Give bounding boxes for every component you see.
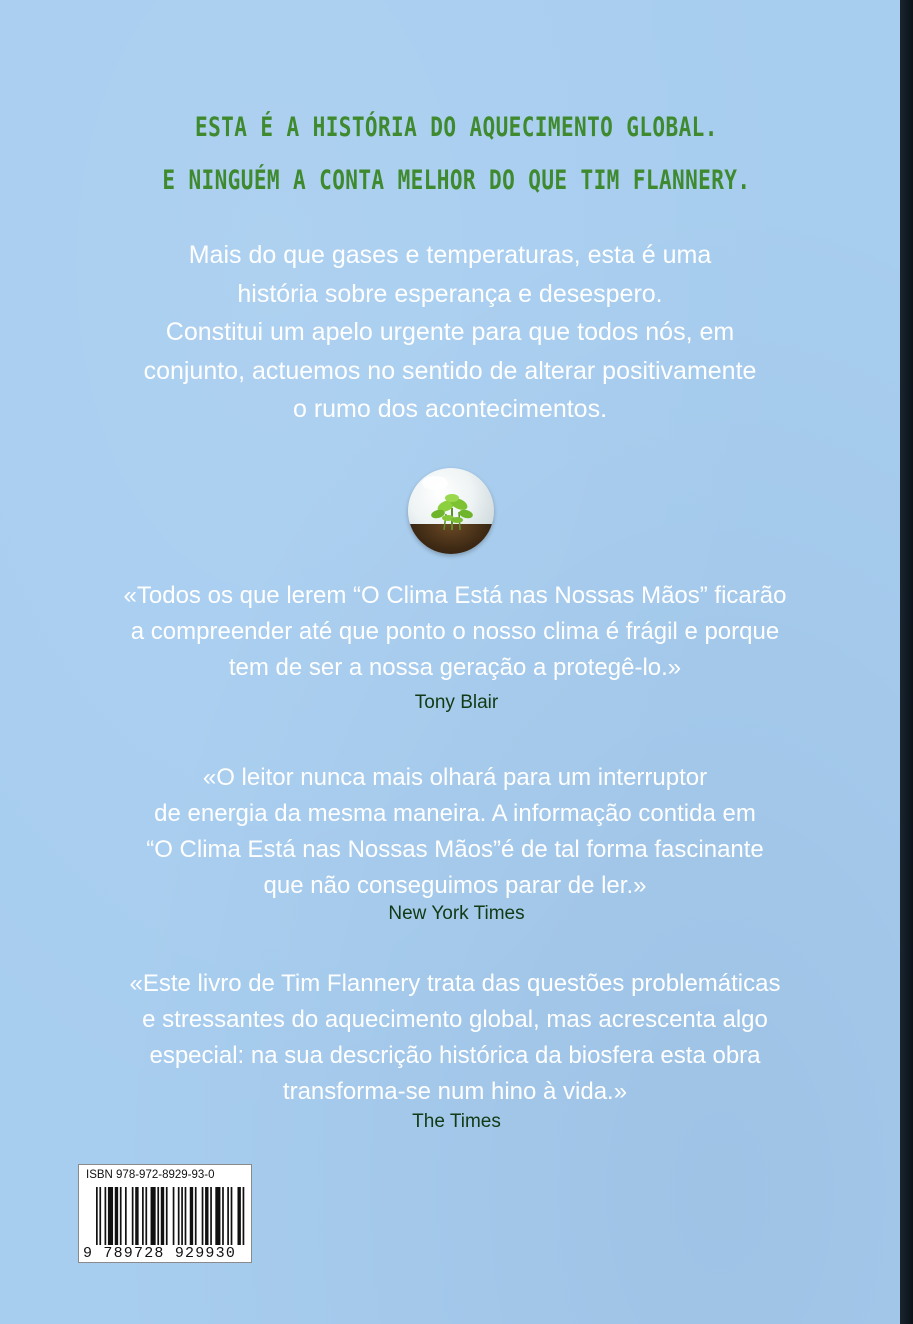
intro-line: conjunto, actuemos no sentido de alterar positivamente — [143, 356, 757, 385]
barcode-bar — [99, 1187, 101, 1245]
barcode-bars — [96, 1187, 246, 1245]
barcode-bar — [178, 1187, 180, 1245]
barcode-bar — [108, 1187, 113, 1245]
barcode-bar — [151, 1187, 156, 1245]
barcode-bar — [222, 1187, 224, 1245]
quote-line: especial: na sua descrição histórica da biosfera esta obra — [149, 1042, 761, 1069]
barcode-bar — [205, 1187, 208, 1245]
barcode-bar — [215, 1187, 220, 1245]
quote-line: e stressantes do aquecimento global, mas acrescenta algo — [142, 1006, 768, 1033]
intro-line: história sobre esperança e desespero. — [237, 279, 663, 308]
isbn-barcode — [78, 1164, 252, 1263]
barcode-bar — [195, 1187, 197, 1245]
barcode-bar — [96, 1187, 98, 1245]
isbn-label: ISBN 978-972-8929-93-0 — [86, 1169, 215, 1181]
barcode-bar — [132, 1187, 134, 1245]
intro-paragraph — [130, 236, 770, 429]
barcode-bar — [145, 1187, 147, 1245]
barcode-bar — [105, 1187, 107, 1245]
quote-the-times — [60, 966, 850, 1110]
barcode-bar — [231, 1187, 233, 1245]
quote-attribution: New York Times — [388, 903, 525, 924]
intro-line: o rumo dos acontecimentos. — [292, 395, 608, 423]
quote-new-york-times — [60, 760, 850, 904]
barcode-bar — [237, 1187, 240, 1245]
quote-line: de energia da mesma maneira. A informação contida em — [154, 800, 756, 827]
barcode-bar — [161, 1187, 164, 1245]
quote-line: a compreender até que ponto o nosso clima é frágil e porque — [130, 618, 780, 645]
barcode-bar — [185, 1187, 187, 1245]
headline-line-2: E NINGUÉM A CONTA MELHOR DO QUE TIM FLANNERY. — [162, 165, 751, 196]
quote-tony-blair — [60, 578, 850, 686]
barcode-bar — [120, 1187, 122, 1245]
quote-line: que não conseguimos parar de ler.» — [263, 872, 647, 899]
globe-highlight — [422, 476, 448, 490]
barcode-bar — [243, 1187, 245, 1245]
barcode-bar — [190, 1187, 193, 1245]
book-edge — [900, 0, 913, 1324]
barcode-bar — [135, 1187, 138, 1245]
barcode-bar — [115, 1187, 118, 1245]
barcode-bar — [166, 1187, 168, 1245]
terrarium-globe-icon — [408, 468, 494, 554]
quote-attribution: Tony Blair — [414, 692, 499, 713]
barcode-bar — [227, 1187, 229, 1245]
barcode-bar — [125, 1187, 127, 1245]
quote-line: “O Clima Está nas Nossas Mãos”é de tal forma fascinante — [146, 836, 764, 863]
quote-line: «Este livro de Tim Flannery trata das questões problemáticas — [129, 970, 781, 997]
barcode-bar — [181, 1187, 183, 1245]
quote-line: transforma-se num hino à vida.» — [282, 1078, 628, 1105]
barcode-bar — [210, 1187, 212, 1245]
barcode-bar — [173, 1187, 175, 1245]
barcode-bar — [202, 1187, 204, 1245]
ean-digits: 9 789728 929930 — [83, 1245, 237, 1262]
seedling-icon — [426, 490, 478, 530]
quote-line: «O leitor nunca mais olhará para um interruptor — [202, 764, 708, 791]
quote-attribution: The Times — [412, 1111, 501, 1132]
headline-line-1: ESTA É A HISTÓRIA DO AQUECIMENTO GLOBAL. — [195, 112, 718, 143]
barcode-bar — [142, 1187, 144, 1245]
quote-line: tem de ser a nossa geração a protegê-lo.» — [228, 654, 682, 681]
barcode-bar — [157, 1187, 159, 1245]
intro-line: Constitui um apelo urgente para que todos nós, em — [165, 318, 735, 346]
intro-line: Mais do que gases e temperaturas, esta é uma — [188, 241, 712, 269]
quote-line: «Todos os que lerem “O Clima Está nas Nossas Mãos” ficarão — [123, 582, 787, 609]
